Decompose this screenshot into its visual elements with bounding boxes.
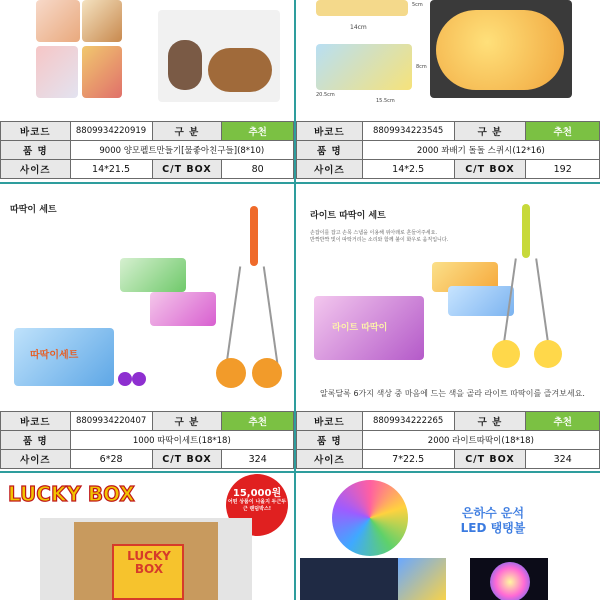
size-value: 7*22.5 <box>362 450 454 469</box>
product-caption: 알록달록 6가지 색상 중 마음에 드는 색을 골라 라이트 따딱이를 즐겨보세요. <box>320 389 585 398</box>
product-title: 라이트 따딱이 세트 <box>310 211 386 221</box>
recommend-badge: 추천 <box>222 412 294 431</box>
ct-box-value: 324 <box>526 450 600 469</box>
ct-box-value: 192 <box>526 160 600 179</box>
felt-animals-photo <box>158 10 280 102</box>
product-name-value: 1000 따딱이세트(18*18) <box>70 431 293 450</box>
tadak-ball-purple-2 <box>132 372 146 386</box>
light-tadak-handle <box>522 204 530 258</box>
felt-kit-box-1 <box>36 0 80 42</box>
dim-base: 15.5cm <box>376 98 395 104</box>
lucky-box-title: LUCKY BOX <box>8 482 135 506</box>
pack-label: 라이트 따딱이 <box>332 323 388 333</box>
dim-depth: 8cm <box>416 64 427 70</box>
product-name-value: 2000 꽈배기 돌돌 스퀴시(12*16) <box>362 141 599 160</box>
recommend-badge: 추천 <box>222 122 294 141</box>
product-name-value: 2000 라이트따딱이(18*18) <box>362 431 599 450</box>
spec-table-tadak <box>0 411 294 469</box>
ct-box-label: C/T BOX <box>152 450 222 469</box>
squishy-top <box>316 0 408 16</box>
tadak-ball-left <box>216 358 246 388</box>
led-ball-main <box>332 480 408 556</box>
category-label: 구 분 <box>454 412 526 431</box>
tadak-ball-purple <box>118 372 132 386</box>
box-label-panel <box>112 544 184 600</box>
product-name-label: 품 명 <box>297 431 363 450</box>
tadak-string-right <box>263 266 279 369</box>
product-name-label: 품 명 <box>1 141 71 160</box>
led-ball-title <box>432 506 554 536</box>
ct-box-value: 80 <box>222 160 294 179</box>
product-photo-lucky-box <box>0 474 294 600</box>
squishy-photo <box>430 0 572 98</box>
product-name-value: 9000 양모펠트만들기[물좋아친구들](8*10) <box>70 141 293 160</box>
recommend-badge: 추천 <box>526 412 600 431</box>
badge-note: 어떤 상품이 나올지 두근두근 랜덤박스! <box>227 499 287 512</box>
barcode-value: 8809934220407 <box>70 412 152 431</box>
barcode-label: 바코드 <box>297 122 363 141</box>
tadak-handle <box>250 206 258 266</box>
tadak-string-left <box>225 266 241 369</box>
light-pack-2 <box>448 286 514 316</box>
dim-width: 20.5cm <box>316 92 335 98</box>
felt-kit-box-2 <box>82 0 122 42</box>
tadak-pack-pink <box>150 292 216 326</box>
lucky-box-photo-bg <box>40 518 252 600</box>
product-photo-squishy <box>296 0 600 120</box>
ct-box-label: C/T BOX <box>152 160 222 179</box>
product-photo-felt <box>0 0 294 120</box>
tadak-pack-green <box>120 258 186 292</box>
light-ball-left <box>492 340 520 368</box>
category-label: 구 분 <box>152 412 222 431</box>
size-label: 사이즈 <box>1 160 71 179</box>
dim-height: 5cm <box>412 2 423 8</box>
barcode-label: 바코드 <box>1 412 71 431</box>
led-ball-package <box>398 558 446 600</box>
cardboard-box <box>74 522 218 600</box>
box-label-text: LUCKY BOX <box>127 549 171 576</box>
size-value: 14*2.5 <box>362 160 454 179</box>
led-title-line2: LED 탱탱볼 <box>460 521 526 535</box>
ct-box-value: 324 <box>222 450 294 469</box>
pack-label: 따딱이세트 <box>30 350 79 361</box>
tadak-ball-right <box>252 358 282 388</box>
spec-table-squishy <box>296 121 600 179</box>
row-separator <box>0 182 600 184</box>
felt-kit-box-4 <box>82 46 122 98</box>
product-title: 따딱이 세트 <box>10 205 57 215</box>
product-name-label: 품 명 <box>1 431 71 450</box>
size-label: 사이즈 <box>1 450 71 469</box>
recommend-badge: 추천 <box>526 122 600 141</box>
barcode-value: 8809934222265 <box>362 412 454 431</box>
squishy-package <box>316 44 412 90</box>
light-ball-right <box>534 340 562 368</box>
product-description: 손잡이를 잡고 손목 스냅을 이용해 위아래로 흔들어주세요. 반짝반짝 빛이 따딱거리는 소리와 함께 불이 화우로 움직입니다. <box>310 230 449 243</box>
light-display-box <box>314 296 424 360</box>
barcode-label: 바코드 <box>297 412 363 431</box>
category-label: 구 분 <box>152 122 222 141</box>
barcode-label: 바코드 <box>1 122 71 141</box>
spec-table-felt <box>0 121 294 179</box>
product-photo-tadak <box>0 186 294 408</box>
led-ball-glow-photo <box>470 558 548 600</box>
product-photo-led-ball <box>296 474 600 600</box>
size-value: 14*21.5 <box>70 160 152 179</box>
felt-kit-box-3 <box>36 46 78 98</box>
barcode-value: 8809934223545 <box>362 122 454 141</box>
ct-box-label: C/T BOX <box>454 450 526 469</box>
price-value: 15,000원 <box>232 488 282 499</box>
led-ball-package-photo <box>300 558 404 600</box>
tadak-display-box <box>14 328 114 386</box>
ct-box-label: C/T BOX <box>454 160 526 179</box>
dim-length: 14cm <box>350 24 367 31</box>
product-photo-light-tadak <box>296 186 600 408</box>
spec-table-light-tadak <box>296 411 600 469</box>
barcode-value: 8809934220919 <box>70 122 152 141</box>
size-value: 6*28 <box>70 450 152 469</box>
row-separator <box>0 471 600 473</box>
size-label: 사이즈 <box>297 160 363 179</box>
product-name-label: 품 명 <box>297 141 363 160</box>
led-title-line1: 은하수 운석 <box>461 506 525 520</box>
category-label: 구 분 <box>454 122 526 141</box>
size-label: 사이즈 <box>297 450 363 469</box>
